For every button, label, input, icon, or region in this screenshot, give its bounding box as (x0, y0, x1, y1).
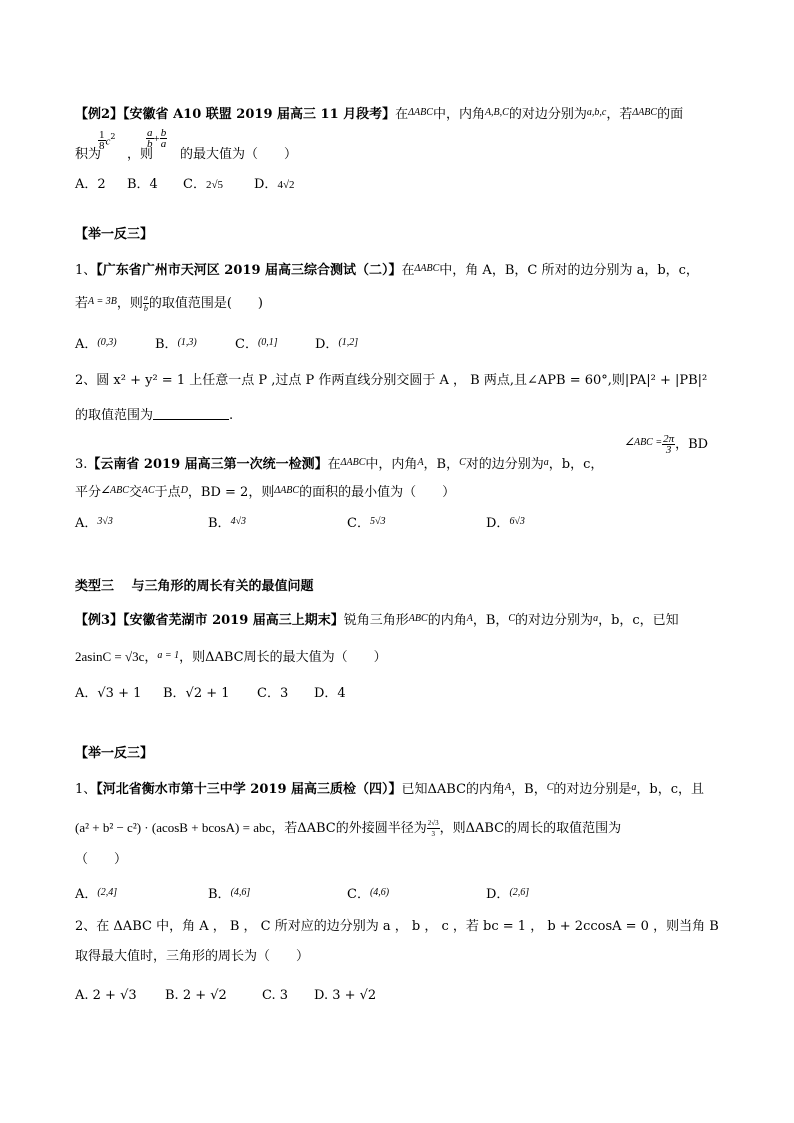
label: D． (486, 516, 510, 531)
label: B． (208, 887, 231, 902)
s2-q1-option-a (75, 884, 117, 904)
variable: a (593, 613, 599, 624)
s1-q3-line1 (75, 454, 603, 474)
example3-line2 (75, 647, 387, 667)
s2-q2-option-d: D. 3 + √2 (314, 988, 377, 1003)
text: 若 (75, 296, 89, 311)
source: 【河北省衡水市第十三中学 2019 届高三质检（四）】 (96, 782, 402, 797)
example2-tag: 【例2】 (75, 107, 124, 122)
exponent: 2 (110, 132, 116, 141)
label: D． (315, 337, 339, 352)
s1-q2-line2 (75, 407, 233, 425)
value: 4√3 (230, 516, 247, 527)
source: 【广东省广州市天河区 2019 届高三综合测试（二）】 (96, 263, 402, 278)
type3-heading: 类型三 与三角形的周长有关的最值问题 (75, 579, 314, 594)
text: 的面 (657, 107, 684, 122)
numerator: b (160, 127, 167, 139)
s2-q2-option-b: B. 2 + √2 (165, 988, 227, 1003)
s2-q2-line2: 取得最大值时，三角形的周长为（ ） (75, 949, 310, 964)
s1-q3-option-c (347, 513, 385, 533)
text: 积为 (75, 147, 102, 162)
text: . (229, 408, 234, 423)
numerator: a (143, 293, 148, 302)
label: C． (235, 337, 258, 352)
numerator: a (147, 127, 153, 139)
example2-source: 【安徽省 A10 联盟 2019 届高三 11 月段考】 (123, 107, 396, 122)
label: A． (75, 337, 98, 352)
triangle-symbol: ΔABC (408, 107, 433, 118)
example2-line1 (75, 104, 683, 124)
value: 2√5 (205, 179, 223, 191)
angle-symbol: ∠ABC (101, 485, 129, 496)
variable: C (546, 782, 554, 793)
label: C． (347, 887, 370, 902)
label: B． (208, 516, 231, 531)
fraction-b-over-a (160, 128, 168, 149)
section1-heading: 【举一反三】 (75, 227, 154, 242)
text: 的对边分别为 (515, 613, 594, 628)
text: ，b，c， (548, 457, 604, 472)
example3-option-c: C．3 (257, 686, 289, 701)
number: 3. (75, 457, 88, 472)
value: (4,6) (369, 887, 390, 898)
text: 中，内角 (365, 457, 418, 472)
variable: A (466, 613, 473, 624)
number: 1、 (75, 263, 97, 278)
s1-q2-line1 (75, 372, 707, 390)
triangle-symbol: ΔABC (340, 457, 366, 468)
s1-q1-line1 (75, 260, 699, 280)
value: (0,1] (257, 337, 278, 348)
equation: (a² + b² − c²) · (acosB + bcosA) = abc (75, 820, 272, 835)
example3-option-a: A．√3 + 1 (75, 686, 142, 701)
answer-blank[interactable] (153, 407, 229, 420)
text: 的内角 (427, 613, 467, 628)
text: 圆 x² + y² = 1 上任意一点 P ,过点 P 作两直线分别交圆于 A ， B 两点,且∠APB = 60°,则|PA|² + |PB|² (96, 373, 708, 388)
option-c (183, 176, 223, 194)
triangle-symbol: ΔABC (274, 485, 300, 496)
variable: C (459, 457, 466, 468)
text: ，BD (675, 437, 709, 452)
number: 1、 (75, 782, 97, 797)
number: 2、 (75, 919, 97, 934)
text: ，若 (606, 107, 633, 122)
variable: A (417, 457, 424, 468)
variable: A (505, 782, 512, 793)
text: 的取值范围是( ) (148, 296, 263, 311)
text: ，若ΔABC的外接圆半径为 (271, 821, 427, 836)
option-b: B．4 (127, 177, 158, 192)
label: A． (75, 887, 98, 902)
numerator: 2π (663, 433, 675, 445)
s2-q1-option-d (486, 884, 529, 904)
sides-symbol: a,b,c (586, 107, 607, 118)
number: 2、 (75, 373, 97, 388)
text: ，则 (116, 296, 143, 311)
label: C． (183, 177, 206, 192)
value: (2,4] (97, 887, 118, 898)
value: (1,2] (338, 337, 359, 348)
label: D． (254, 177, 278, 192)
s2-q1-line3: （ ） (75, 852, 128, 867)
text: 在 (327, 457, 341, 472)
source: 【云南省 2019 届高三第一次统一检测】 (87, 457, 328, 472)
text: 交 (128, 485, 142, 500)
fraction-2pi-over-3 (662, 434, 675, 455)
angle-abc-expression (625, 434, 708, 455)
denominator: 8 (99, 140, 105, 153)
value: 6√3 (509, 516, 525, 527)
example3-option-d: D．4 (314, 686, 346, 701)
s2-q2-option-a: A. 2 + √3 (75, 988, 137, 1003)
text: ，B， (472, 613, 509, 628)
numerator: 1 (99, 129, 105, 142)
triangle-symbol: ΔABC (632, 107, 658, 118)
text: 锐角三角形 (343, 613, 409, 628)
s1-q1-option-d (315, 334, 358, 354)
text: ，则 (127, 147, 154, 162)
example2-line2 (75, 146, 153, 164)
value: 3√3 (97, 516, 113, 527)
text: ，B， (511, 782, 547, 797)
text: 平分 (75, 485, 102, 500)
variable: C (508, 613, 516, 624)
example2-line2-end: 的最大值为（ ） (180, 147, 298, 162)
s1-q3-line2 (75, 482, 455, 502)
label: D． (486, 887, 510, 902)
value: (4,6] (230, 887, 251, 898)
numerator: 2√3 (427, 819, 439, 827)
text: 的对边分别为 (508, 107, 587, 122)
triangle-symbol: ΔABC (414, 263, 440, 274)
text: ，b，c，已知 (598, 613, 679, 628)
text: ，BD = 2，则 (187, 485, 275, 500)
option-a: A．2 (75, 177, 106, 192)
text: 对的边分别为 (465, 457, 544, 472)
denominator: 3 (431, 830, 435, 838)
fraction-a-over-b (146, 128, 154, 149)
condition: a = 1 (157, 650, 180, 661)
point-symbol: D (180, 485, 188, 496)
value: 5√3 (369, 516, 386, 527)
s2-q1-option-b (208, 884, 250, 904)
label: C． (347, 516, 370, 531)
angle-label: ∠ABC = (625, 437, 663, 448)
expr-fraction (146, 128, 167, 149)
value: 4√2 (277, 179, 295, 191)
text: ，则ΔABC周长的最大值为（ ） (179, 650, 387, 665)
text: 的取值范围为 (75, 408, 154, 423)
text: 在 ΔABC 中，角 A ， B ， C 所对应的边分别为 a ， b ， c ，若 bc = 1 ， b + 2ccosA = 0 ，则当角 B (96, 919, 719, 934)
example3-source: 【安徽省芜湖市 2019 届高三上期末】 (123, 613, 344, 628)
label: A． (75, 516, 98, 531)
angles-symbol: A,B,C (484, 107, 509, 118)
denominator: 3 (665, 444, 672, 456)
variable: c (105, 135, 111, 148)
s2-q2-option-c: C. 3 (262, 988, 289, 1003)
s2-q1-option-c (347, 884, 389, 904)
text: 的面积的最小值为（ ） (299, 485, 456, 500)
s1-q1-option-b (155, 334, 197, 354)
section2-heading: 【举一反三】 (75, 746, 154, 761)
value: (0,3) (97, 337, 117, 348)
text: 于点 (154, 485, 181, 500)
text: 的对边分别是 (553, 782, 632, 797)
s1-q3-option-a (75, 513, 113, 533)
triangle-symbol: ABC (408, 613, 428, 624)
s1-q1-option-c (235, 334, 278, 354)
text: 中，角 A，B，C 所对的边分别为 a，b，c， (439, 263, 699, 278)
text: ，B， (423, 457, 460, 472)
text: 在 (401, 263, 415, 278)
plus: + (153, 133, 160, 145)
value: (1,3) (177, 337, 197, 348)
text: 在 (395, 107, 409, 122)
label: B． (155, 337, 178, 352)
text: 中，内角 (432, 107, 485, 122)
variable: a (543, 457, 549, 468)
s1-q1-option-a (75, 334, 117, 354)
s1-q1-line2 (75, 293, 263, 314)
denominator: a (160, 138, 167, 150)
option-d (254, 176, 294, 194)
condition: A = 3B (88, 296, 117, 307)
example3-tag: 【例3】 (75, 613, 124, 628)
fraction-radius (427, 818, 440, 839)
s2-q1-line1 (75, 779, 704, 799)
s1-q3-option-b (208, 513, 246, 533)
s1-q3-option-d (486, 513, 525, 533)
s2-q1-line2 (75, 818, 621, 839)
denominator: b (143, 304, 148, 313)
example3-line1 (75, 610, 679, 630)
condition: 2asinC = √3c， (75, 649, 158, 664)
value: (2,6] (509, 887, 530, 898)
example3-option-b: B．√2 + 1 (163, 686, 230, 701)
s2-q2-line1 (75, 918, 719, 936)
text: 已知ΔABC的内角 (401, 782, 506, 797)
denominator: b (147, 138, 153, 150)
segment-symbol: AC (141, 485, 155, 496)
text: ，b，c，且 (636, 782, 705, 797)
variable: a (631, 782, 637, 793)
text: ，则ΔABC的周长的取值范围为 (439, 821, 622, 836)
